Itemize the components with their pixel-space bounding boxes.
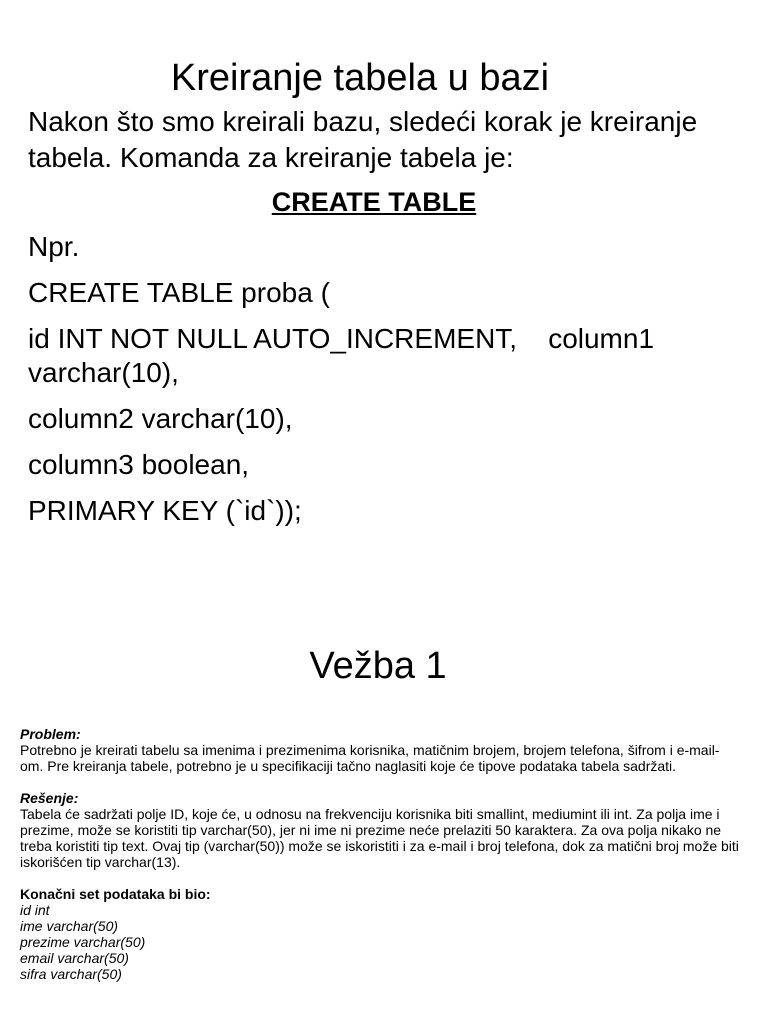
list-item: sifra varchar(50) (20, 966, 122, 982)
code-line: column3 boolean, (28, 449, 250, 480)
command-heading: CREATE TABLE (271, 187, 477, 217)
slide-title: Kreiranje tabela u bazi (170, 57, 550, 99)
code-line: Npr. (28, 231, 80, 262)
spacer (20, 870, 740, 886)
code-line: CREATE TABLE proba ( (28, 277, 330, 308)
code-line: id INT NOT NULL AUTO_INCREMENT, column1 varchar(10), (28, 323, 662, 388)
list-item: email varchar(50) (20, 950, 129, 966)
problem-heading: Problem: (20, 726, 81, 742)
exercise-body (20, 726, 740, 982)
list-item: ime varchar(50) (20, 918, 119, 934)
list-item: id int (20, 902, 50, 918)
list-item: prezime varchar(50) (20, 934, 146, 950)
problem-text: Potrebno je kreirati tabelu sa imenima i prezimenima korisnika, matičnim brojem, brojem telefona, šifrom i e-mail-om. Pre kreiranja tabele, potrebno je u specifikaciji tačno naglasiti koje će tipove podataka tabela sadržati. (20, 742, 720, 774)
spacer (20, 774, 740, 790)
code-example (28, 230, 738, 540)
solution-heading: Rešenje: (20, 790, 79, 806)
solution-text: Tabela će sadržati polje ID, koje će, u odnosu na frekvenciju korisnika biti smallint, mediumint ili int. Za polja ime i prezime, može se koristiti tip varchar(50), jer ni ime ni prezime neće prelaziti 50 karaktera. Za ova polja nikako ne treba koristiti tip text. Ovaj tip (varchar(50)) može se iskoristiti i za e-mail i broj telefona, dok za matični broj može biti iskorišćen tip varchar(13). (20, 806, 739, 870)
field-list (20, 902, 740, 982)
code-line: column2 varchar(10), (28, 403, 293, 434)
code-line: PRIMARY KEY (`id`)); (28, 495, 302, 526)
exercise-title: Vežba 1 (309, 645, 447, 687)
intro-text: Nakon što smo kreirali bazu, sledeći korak je kreiranje tabela. Komanda za kreiranje tabela je: (28, 106, 698, 173)
dataset-heading: Konačni set podataka bi bio: (20, 886, 211, 902)
